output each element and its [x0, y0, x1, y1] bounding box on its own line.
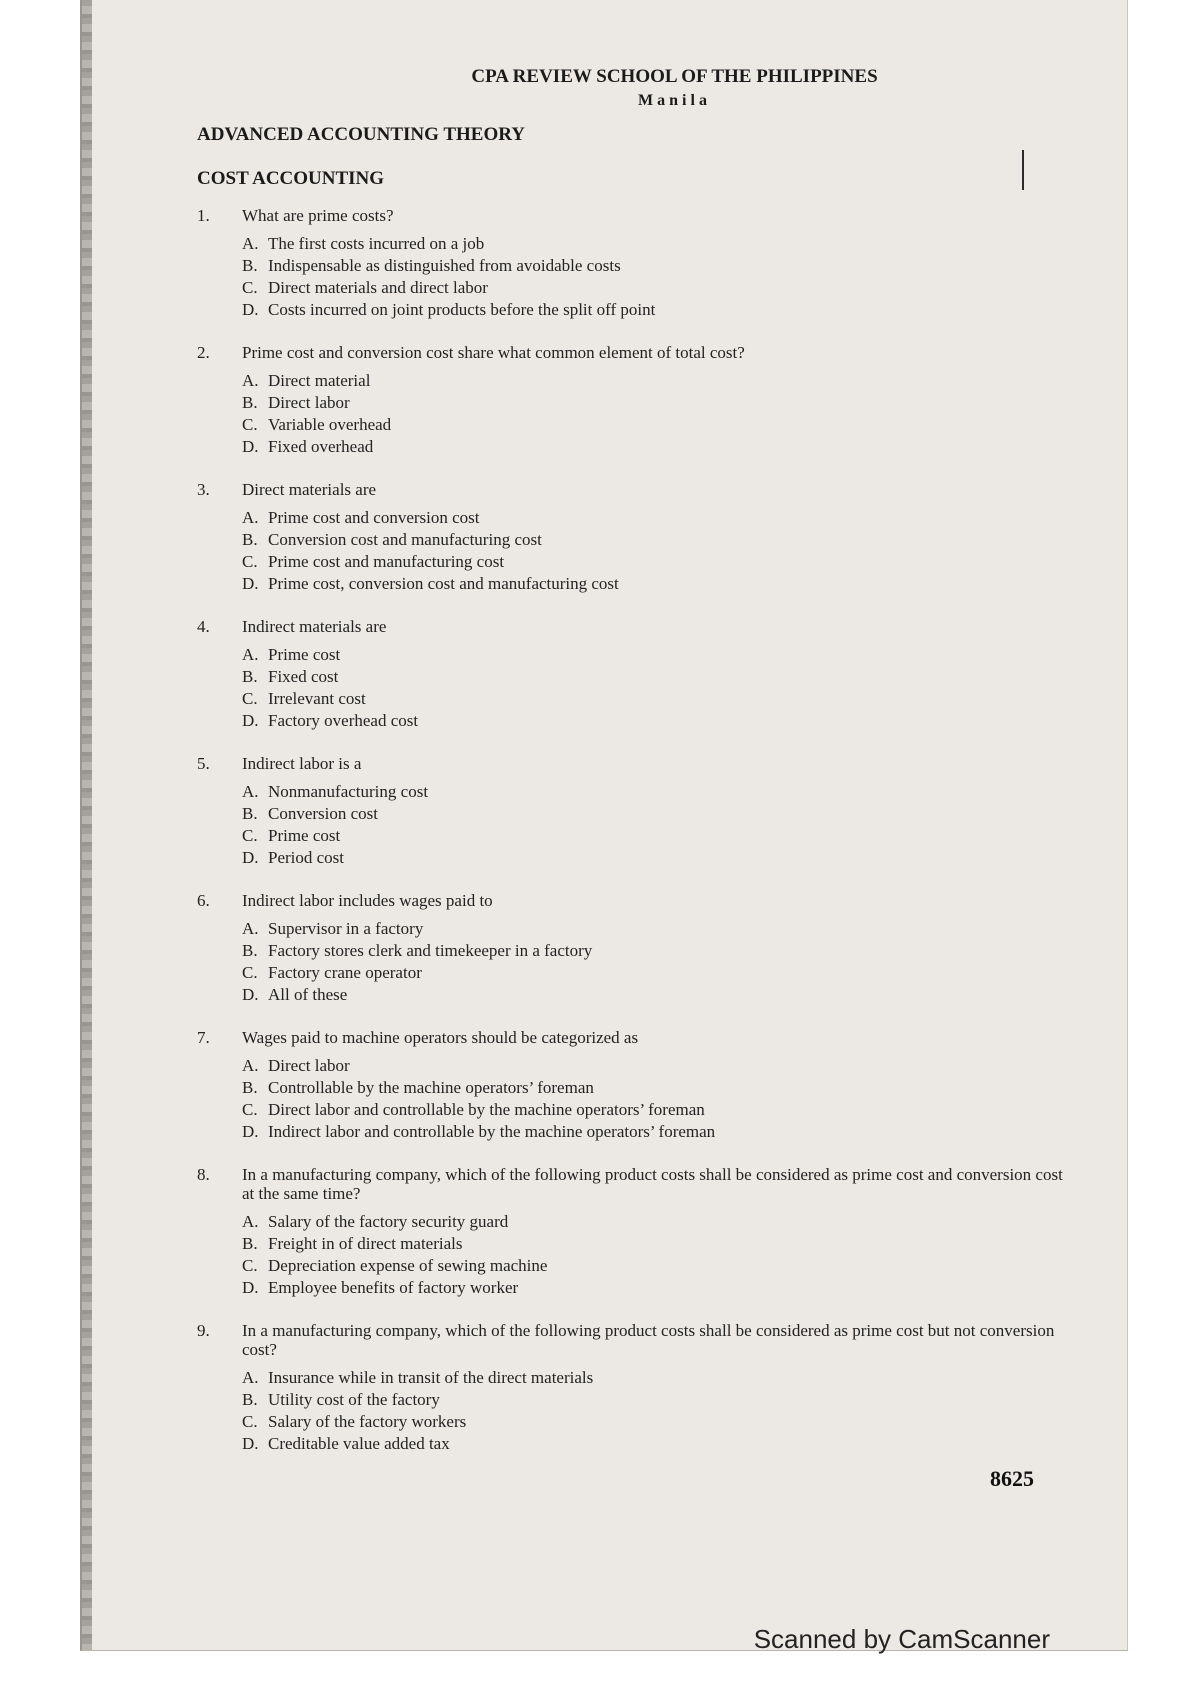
option-text: Factory stores clerk and timekeeper in a factory [268, 941, 593, 960]
option-text: Conversion cost and manufacturing cost [268, 530, 542, 549]
answer-option [242, 414, 1077, 436]
option-letter: D. [242, 437, 259, 456]
subject-title: ADVANCED ACCOUNTING THEORY [197, 124, 526, 145]
answer-option [242, 781, 1077, 803]
option-letter: A. [242, 645, 259, 664]
answer-option [242, 825, 1077, 847]
option-letter: B. [242, 667, 258, 686]
answer-option [242, 436, 1077, 458]
question-text: Direct materials are [242, 480, 377, 499]
option-letter: C. [242, 552, 258, 571]
answer-option [242, 1099, 1077, 1121]
option-text: Indirect labor and controllable by the machine operators’ foreman [268, 1122, 716, 1141]
option-letter: D. [242, 574, 259, 593]
option-text: Salary of the factory security guard [268, 1212, 509, 1231]
answer-option [242, 1055, 1077, 1077]
answer-option [242, 710, 1077, 732]
answer-option [242, 1077, 1077, 1099]
answer-options [242, 233, 1077, 321]
answer-options [242, 781, 1077, 869]
answer-option [242, 803, 1077, 825]
answer-option [242, 370, 1077, 392]
option-text: Indispensable as distinguished from avoidable costs [268, 256, 621, 275]
answer-option [242, 962, 1077, 984]
option-letter: D. [242, 1278, 259, 1297]
option-letter: A. [242, 782, 259, 801]
option-text: Irrelevant cost [268, 689, 366, 708]
option-letter: A. [242, 919, 259, 938]
page-number: 8625 [990, 1466, 1034, 1491]
question-item [197, 1321, 1077, 1455]
question-text: Indirect labor includes wages paid to [242, 891, 493, 910]
option-text: All of these [268, 985, 348, 1004]
option-text: Direct materials and direct labor [268, 278, 488, 297]
option-text: Direct labor [268, 1056, 350, 1075]
option-text: Fixed cost [268, 667, 339, 686]
question-item [197, 1028, 1077, 1143]
option-text: Prime cost [268, 645, 341, 664]
question-number: 4. [197, 617, 210, 636]
option-letter: C. [242, 278, 258, 297]
option-letter: C. [242, 1256, 258, 1275]
option-text: Direct labor [268, 393, 350, 412]
answer-option [242, 1211, 1077, 1233]
option-text: Prime cost and manufacturing cost [268, 552, 505, 571]
option-text: Salary of the factory workers [268, 1412, 467, 1431]
question-text: Indirect materials are [242, 617, 387, 636]
option-letter: A. [242, 1368, 259, 1387]
answer-options [242, 918, 1077, 1006]
question-item [197, 891, 1077, 1006]
answer-option [242, 1277, 1077, 1299]
answer-option [242, 1121, 1077, 1143]
option-letter: A. [242, 371, 259, 390]
question-text: Wages paid to machine operators should be categorized as [242, 1028, 639, 1047]
option-text: Utility cost of the factory [268, 1390, 440, 1409]
option-letter: A. [242, 508, 259, 527]
answer-option [242, 940, 1077, 962]
option-text: Costs incurred on joint products before the split off point [268, 300, 656, 319]
question-item [197, 1165, 1077, 1299]
option-letter: B. [242, 393, 258, 412]
answer-option [242, 1389, 1077, 1411]
option-letter: D. [242, 985, 259, 1004]
option-text: Prime cost [268, 826, 341, 845]
option-letter: B. [242, 530, 258, 549]
answer-options [242, 370, 1077, 458]
option-text: Supervisor in a factory [268, 919, 424, 938]
option-text: Prime cost, conversion cost and manufacturing cost [268, 574, 619, 593]
answer-options [242, 1367, 1077, 1455]
answer-option [242, 507, 1077, 529]
option-letter: C. [242, 689, 258, 708]
option-letter: D. [242, 1434, 259, 1453]
option-letter: D. [242, 1122, 259, 1141]
option-letter: C. [242, 1412, 258, 1431]
answer-option [242, 688, 1077, 710]
option-letter: B. [242, 941, 258, 960]
question-item [197, 480, 1077, 595]
option-text: Direct labor and controllable by the machine operators’ foreman [268, 1100, 705, 1119]
answer-option [242, 984, 1077, 1006]
answer-option [242, 666, 1077, 688]
question-item [197, 206, 1077, 321]
answer-options [242, 644, 1077, 732]
answer-option [242, 529, 1077, 551]
scanner-watermark: Scanned by CamScanner [753, 1624, 1050, 1654]
option-text: Conversion cost [268, 804, 379, 823]
option-text: Fixed overhead [268, 437, 374, 456]
answer-option [242, 1411, 1077, 1433]
option-text: Factory crane operator [268, 963, 422, 982]
option-letter: D. [242, 300, 259, 319]
answer-option [242, 551, 1077, 573]
option-text: Nonmanufacturing cost [268, 782, 429, 801]
answer-option [242, 299, 1077, 321]
question-number: 2. [197, 343, 210, 362]
option-letter: D. [242, 848, 259, 867]
question-item [197, 754, 1077, 869]
option-letter: B. [242, 1234, 258, 1253]
question-text: In a manufacturing company, which of the following product costs shall be considered as prime cost but not conversion cost? [242, 1321, 1055, 1359]
option-text: Creditable value added tax [268, 1434, 450, 1453]
option-letter: D. [242, 711, 259, 730]
option-letter: B. [242, 256, 258, 275]
question-number: 1. [197, 206, 210, 225]
question-number: 9. [197, 1321, 210, 1340]
question-text: Indirect labor is a [242, 754, 362, 773]
option-letter: C. [242, 1100, 258, 1119]
option-text: Factory overhead cost [268, 711, 419, 730]
option-letter: B. [242, 804, 258, 823]
question-number: 5. [197, 754, 210, 773]
answer-options [242, 1055, 1077, 1143]
answer-option [242, 1255, 1077, 1277]
option-letter: C. [242, 963, 258, 982]
option-text: Prime cost and conversion cost [268, 508, 480, 527]
question-number: 6. [197, 891, 210, 910]
option-text: The first costs incurred on a job [268, 234, 485, 253]
option-letter: B. [242, 1390, 258, 1409]
option-letter: A. [242, 1212, 259, 1231]
option-letter: A. [242, 1056, 259, 1075]
answer-option [242, 918, 1077, 940]
answer-option [242, 1367, 1077, 1389]
question-text: In a manufacturing company, which of the following product costs shall be considered as prime cost and conversion cost at the same time? [242, 1165, 1063, 1203]
option-letter: C. [242, 826, 258, 845]
option-text: Employee benefits of factory worker [268, 1278, 519, 1297]
margin-mark [1022, 150, 1024, 190]
school-name: CPA REVIEW SCHOOL OF THE PHILIPPINES [471, 66, 878, 87]
answer-option [242, 644, 1077, 666]
option-text: Controllable by the machine operators’ foreman [268, 1078, 594, 1097]
question-list [197, 206, 1077, 1455]
option-text: Direct material [268, 371, 371, 390]
answer-option [242, 255, 1077, 277]
question-item [197, 617, 1077, 732]
option-text: Insurance while in transit of the direct materials [268, 1368, 594, 1387]
answer-options [242, 1211, 1077, 1299]
option-text: Period cost [268, 848, 345, 867]
scanned-page [80, 0, 1128, 1651]
option-letter: C. [242, 415, 258, 434]
option-text: Depreciation expense of sewing machine [268, 1256, 548, 1275]
question-text: What are prime costs? [242, 206, 394, 225]
answer-option [242, 233, 1077, 255]
answer-option [242, 847, 1077, 869]
question-number: 7. [197, 1028, 210, 1047]
option-letter: A. [242, 234, 259, 253]
question-item [197, 343, 1077, 458]
answer-options [242, 507, 1077, 595]
question-text: Prime cost and conversion cost share what common element of total cost? [242, 343, 745, 362]
answer-option [242, 1433, 1077, 1455]
school-city: Manila [638, 92, 711, 109]
option-letter: B. [242, 1078, 258, 1097]
answer-option [242, 277, 1077, 299]
answer-option [242, 392, 1077, 414]
question-number: 3. [197, 480, 210, 499]
answer-option [242, 1233, 1077, 1255]
option-text: Variable overhead [268, 415, 392, 434]
question-number: 8. [197, 1165, 210, 1184]
answer-option [242, 573, 1077, 595]
option-text: Freight in of direct materials [268, 1234, 463, 1253]
section-title: COST ACCOUNTING [197, 168, 385, 189]
